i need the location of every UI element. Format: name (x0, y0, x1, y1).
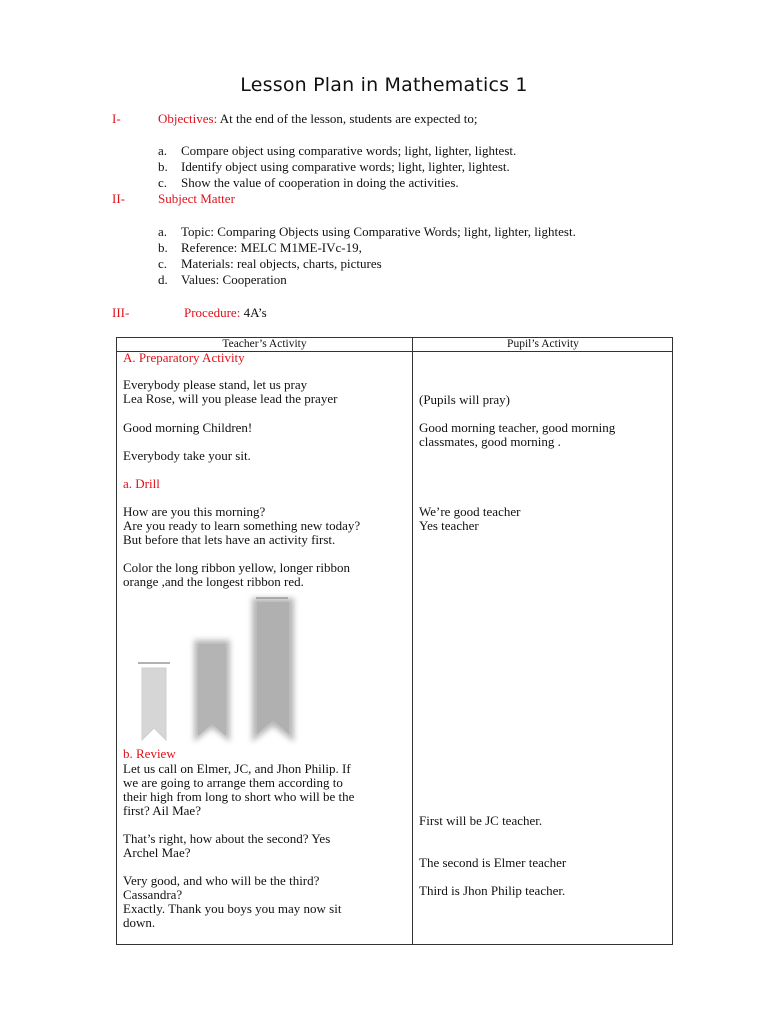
subject-letter: c. (158, 256, 168, 271)
subject-letter: d. (158, 272, 168, 287)
teacher-line: Exactly. Thank you boys you may now sit (123, 901, 342, 916)
objective-letter: b. (158, 159, 168, 174)
teacher-line: Very good, and who will be the third? (123, 873, 320, 888)
objective-letter: a. (158, 143, 168, 158)
subject-item: Topic: Comparing Objects using Comparative Words; light, lighter, lightest. (181, 224, 576, 239)
pupil-activity-header: Pupil’s Activity (507, 338, 579, 350)
teacher-line: down. (123, 915, 156, 930)
longest-ribbon (252, 598, 294, 742)
preparatory-heading: A. Preparatory Activity (123, 350, 245, 365)
section-3-heading: Procedure: (184, 305, 241, 320)
pupil-line: classmates, good morning . (419, 434, 561, 449)
pupil-line: The second is Elmer teacher (419, 855, 567, 870)
teacher-line: Cassandra? (123, 887, 183, 902)
section-1-line (158, 111, 478, 127)
teacher-line: orange ,and the longest ribbon red. (123, 574, 304, 589)
column-divider (412, 338, 413, 944)
section-1-intro: At the end of the lesson, students are expected to; (219, 111, 478, 126)
pupil-line: Yes teacher (419, 518, 479, 533)
longer-ribbon (194, 640, 230, 742)
short-ribbon (138, 663, 170, 740)
teacher-line: first? Ail Mae? (123, 803, 201, 818)
teacher-line: Color the long ribbon yellow, longer ribbon (123, 560, 350, 575)
pupil-line: Good morning teacher, good morning (419, 420, 616, 435)
section-3-number: III- (112, 305, 130, 320)
subject-item: Materials: real objects, charts, pictures (181, 256, 382, 271)
objective-item: Compare object using comparative words; light, lighter, lightest. (181, 143, 517, 158)
teacher-line: But before that lets have an activity first. (123, 532, 336, 547)
subject-item: Values: Cooperation (181, 272, 287, 287)
subject-letter: a. (158, 224, 168, 239)
teacher-line: Everybody take your sit. (123, 448, 251, 463)
pupil-line: First will be JC teacher. (419, 813, 543, 828)
teacher-line: Let us call on Elmer, JC, and Jhon Philip. If (123, 761, 351, 776)
section-1-number: I- (112, 111, 121, 126)
objective-letter: c. (158, 175, 168, 190)
teacher-line: their high from long to short who will be the (123, 789, 355, 804)
pupil-line: (Pupils will pray) (419, 392, 510, 407)
teacher-line: Good morning Children! (123, 420, 253, 435)
subject-item: Reference: MELC M1ME-IVc-19, (181, 240, 362, 255)
teacher-line: How are you this morning? (123, 504, 266, 519)
section-1-heading: Objectives: (158, 111, 218, 126)
pupil-line: Third is Jhon Philip teacher. (419, 883, 566, 898)
teacher-line: Lea Rose, will you please lead the prayer (123, 391, 338, 406)
pupil-line: We’re good teacher (419, 504, 521, 519)
objective-item: Identify object using comparative words; light, lighter, lightest. (181, 159, 510, 174)
teacher-line: Archel Mae? (123, 845, 191, 860)
teacher-activity-header: Teacher’s Activity (222, 338, 307, 350)
subject-letter: b. (158, 240, 168, 255)
section-2-number: II- (112, 191, 125, 206)
section-3-line (184, 305, 267, 321)
objective-item: Show the value of cooperation in doing the activities. (181, 175, 459, 190)
section-2-heading: Subject Matter (158, 191, 235, 206)
teacher-line: Are you ready to learn something new today? (123, 518, 361, 533)
page-title: Lesson Plan in Mathematics 1 (240, 74, 528, 96)
review-heading: b. Review (123, 746, 176, 761)
section-3-value: 4A’s (243, 305, 267, 320)
ribbons-illustration (130, 590, 330, 750)
teacher-line: we are going to arrange them according to (123, 775, 343, 790)
teacher-line: That’s right, how about the second? Yes (123, 831, 331, 846)
teacher-line: Everybody please stand, let us pray (123, 377, 308, 392)
drill-heading: a. Drill (123, 476, 160, 491)
